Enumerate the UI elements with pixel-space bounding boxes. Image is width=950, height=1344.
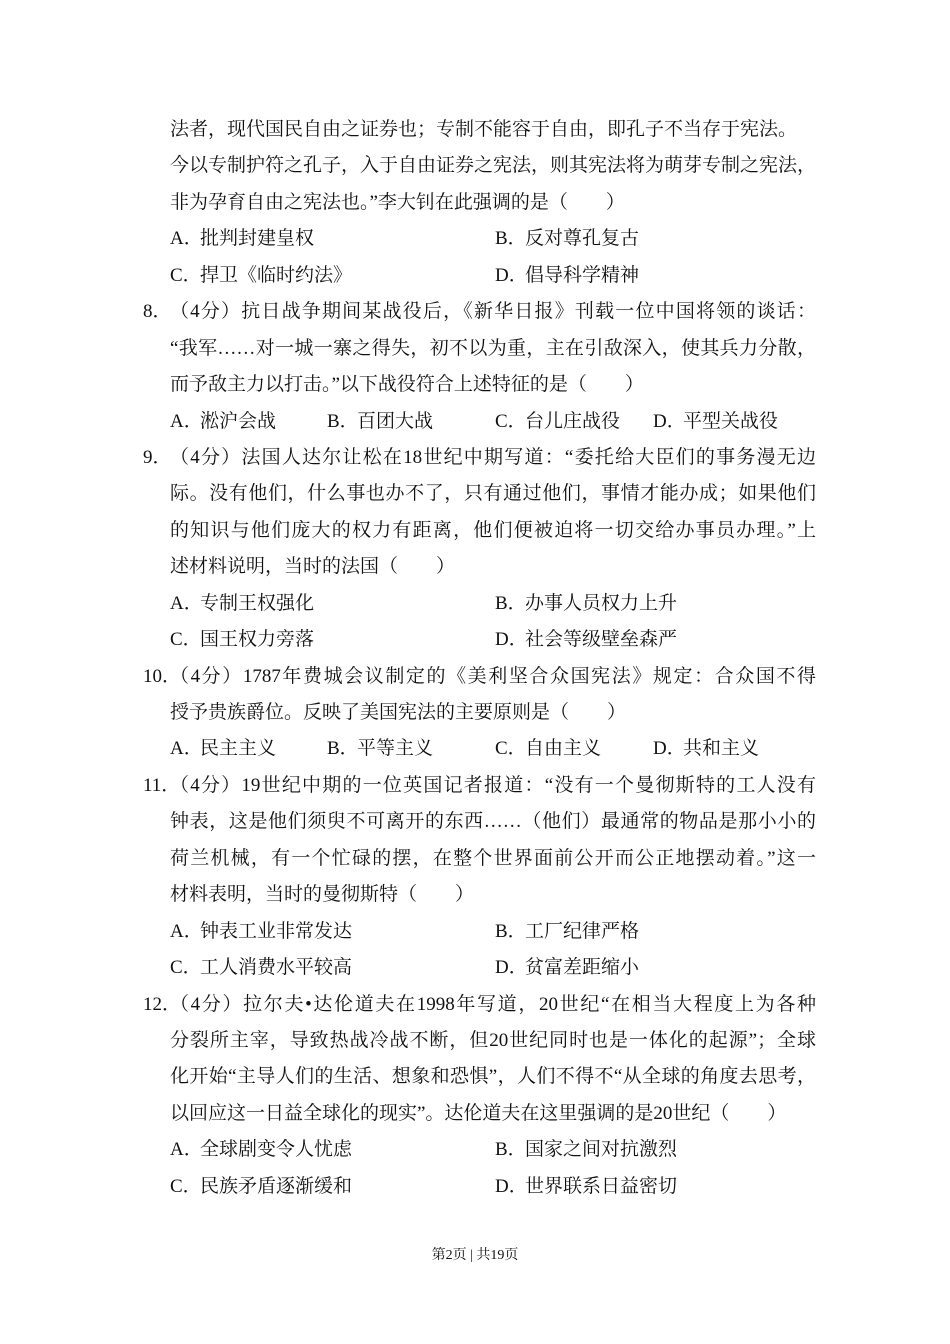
text-line: [0, 1096, 950, 1132]
option-letter: D．: [495, 264, 528, 286]
option-text: 反对尊孔复古: [525, 228, 640, 250]
answer-option: [495, 258, 639, 294]
option-letter: A．: [170, 592, 203, 614]
answer-option: [327, 404, 433, 440]
question-text: （4分）抗日战争期间某战役后，《新华日报》刊载一位中国将领的谈话：: [170, 301, 816, 323]
answer-option: [170, 731, 276, 767]
document-page: [0, 112, 950, 1205]
text-line: [0, 294, 950, 330]
question-text: 材料表明，当时的曼彻斯特（ ）: [170, 884, 475, 906]
answer-option: [170, 586, 314, 622]
answer-option: [495, 950, 639, 986]
option-letter: C．: [495, 738, 527, 760]
question-text: （4分）法国人达尔让松在18世纪中期写道：“委托给大臣们的事务漫无边: [170, 446, 816, 468]
answer-option: [495, 1132, 677, 1168]
answer-option: [495, 586, 677, 622]
option-text: 共和主义: [683, 738, 760, 760]
option-text: 钟表工业非常发达: [200, 920, 353, 942]
answer-option: [495, 731, 601, 767]
question-number: 9．: [143, 446, 172, 468]
options-row: [0, 914, 950, 950]
option-text: 捍卫《临时约法》: [200, 264, 353, 286]
question-text: 授予贵族爵位。反映了美国宪法的主要原则是（ ）: [170, 702, 627, 723]
option-letter: B．: [495, 228, 527, 250]
option-letter: C．: [170, 1175, 202, 1197]
options-row: [0, 586, 950, 622]
text-line: [0, 367, 950, 403]
question-text: 钟表，这是他们须臾不可离开的东西……（他们）最通常的物品是那小小的: [170, 811, 816, 833]
option-text: 民主主义: [200, 738, 277, 760]
option-text: 国王权力旁落: [200, 629, 315, 651]
answer-option: [495, 221, 639, 257]
text-line: [0, 659, 950, 695]
text-line: [0, 841, 950, 877]
option-text: 专制王权强化: [200, 592, 315, 614]
question-number: 12．: [143, 993, 182, 1015]
option-text: 社会等级壁垒森严: [525, 629, 678, 651]
option-letter: D．: [495, 629, 528, 651]
question-text: 述材料说明，当时的法国（ ）: [170, 556, 456, 578]
options-row: [0, 404, 950, 440]
question-text: “我军……对一城一寨之得失，初不以为重，主在引敌深入，使其兵力分散，: [170, 337, 816, 359]
answer-option: [170, 914, 352, 950]
option-text: 全球剧变令人忧虑: [200, 1139, 353, 1161]
answer-option: [170, 221, 314, 257]
question-text: 的知识与他们庞大的权力有距离，他们便被迫将一切交给办事员办理。”上: [170, 519, 816, 541]
text-line: [0, 768, 950, 804]
option-letter: B．: [495, 920, 527, 942]
option-letter: B．: [495, 1139, 527, 1161]
text-line: [0, 1059, 950, 1095]
answer-option: [170, 622, 314, 658]
option-text: 国家之间对抗激烈: [525, 1139, 678, 1161]
option-text: 平等主义: [357, 738, 434, 760]
answer-option: [495, 914, 639, 950]
option-text: 平型关战役: [683, 410, 779, 432]
text-line: [0, 1023, 950, 1059]
option-text: 自由主义: [525, 738, 602, 760]
option-letter: A．: [170, 410, 203, 432]
option-letter: A．: [170, 228, 203, 250]
options-row: [0, 1169, 950, 1205]
text-line: [0, 476, 950, 512]
answer-option: [495, 404, 620, 440]
options-row: [0, 622, 950, 658]
option-letter: C．: [170, 957, 202, 979]
text-line: [0, 513, 950, 549]
options-row: [0, 1132, 950, 1168]
option-text: 贫富差距缩小: [525, 957, 640, 979]
option-text: 工厂纪律严格: [525, 920, 640, 942]
question-number: 8．: [143, 301, 172, 323]
option-text: 台儿庄战役: [525, 410, 621, 432]
question-text: 而予敌主力以打击。”以下战役符合上述特征的是（ ）: [170, 374, 644, 396]
option-text: 倡导科学精神: [525, 264, 640, 286]
question-text: 法者，现代国民自由之证券也；专制不能容于自由，即孔子不当存于宪法。: [170, 119, 798, 140]
text-line: [0, 440, 950, 476]
answer-option: [653, 731, 759, 767]
question-text: 化开始“主导人们的生活、想象和恐惧”，人们不得不“从全球的角度去思考，: [170, 1066, 816, 1088]
question-number: 10．: [143, 665, 182, 687]
option-letter: C．: [170, 264, 202, 286]
option-text: 世界联系日益密切: [525, 1175, 678, 1197]
option-letter: D．: [495, 1175, 528, 1197]
option-text: 淞沪会战: [200, 410, 277, 432]
option-letter: D．: [653, 738, 686, 760]
question-text: 今以专制护符之孔子，入于自由证券之宪法，则其宪法将为萌芽专制之宪法，: [170, 155, 817, 177]
option-text: 办事人员权力上升: [525, 592, 678, 614]
options-row: [0, 258, 950, 294]
question-text: （4分）1787年费城会议制定的《美利坚合众国宪法》规定：合众国不得: [170, 665, 816, 687]
option-letter: A．: [170, 920, 203, 942]
answer-option: [170, 1132, 352, 1168]
option-letter: A．: [170, 1139, 203, 1161]
question-number: 11．: [143, 774, 181, 796]
option-letter: C．: [170, 629, 202, 651]
answer-option: [170, 950, 352, 986]
text-line: [0, 185, 950, 221]
option-letter: C．: [495, 410, 527, 432]
text-line: [0, 331, 950, 367]
question-text: 非为孕育自由之宪法也。”李大钊在此强调的是（ ）: [170, 191, 625, 213]
text-line: [0, 148, 950, 184]
answer-option: [495, 622, 677, 658]
text-line: [0, 695, 950, 731]
option-text: 百团大战: [357, 410, 434, 432]
options-row: [0, 950, 950, 986]
option-text: 工人消费水平较高: [200, 957, 353, 979]
text-line: [0, 804, 950, 840]
option-letter: A．: [170, 738, 203, 760]
options-row: [0, 221, 950, 257]
option-letter: D．: [495, 957, 528, 979]
question-text: 分裂所主宰，导致热战冷战不断，但20世纪同时也是一体化的起源”；全球: [170, 1029, 816, 1051]
question-text: 荷兰机械，有一个忙碌的摆，在整个世界面前公开而公正地摆动着。”这一: [170, 847, 816, 869]
option-text: 批判封建皇权: [200, 228, 315, 250]
answer-option: [327, 731, 433, 767]
question-text: （4分）19世纪中期的一位英国记者报道：“没有一个曼彻斯特的工人没有: [170, 774, 816, 796]
question-text: 际。没有他们，什么事也办不了，只有通过他们，事情才能办成；如果他们: [170, 483, 816, 505]
text-line: [0, 987, 950, 1023]
option-text: 民族矛盾逐渐缓和: [200, 1175, 353, 1197]
answer-option: [170, 404, 276, 440]
text-line: [0, 112, 950, 148]
page-footer: 第2页 | 共19页: [431, 1248, 519, 1263]
option-letter: D．: [653, 410, 686, 432]
answer-option: [653, 404, 778, 440]
option-letter: B．: [495, 592, 527, 614]
options-row: [0, 731, 950, 767]
option-letter: B．: [327, 410, 359, 432]
question-text: 以回应这一日益全球化的现实”。达伦道夫在这里强调的是20世纪（ ）: [170, 1102, 787, 1124]
text-line: [0, 877, 950, 913]
text-line: [0, 549, 950, 585]
answer-option: [170, 258, 352, 294]
answer-option: [170, 1169, 352, 1205]
option-letter: B．: [327, 738, 359, 760]
answer-option: [495, 1169, 677, 1205]
question-text: （4分）拉尔夫•达伦道夫在1998年写道，20世纪“在相当大程度上为各种: [170, 993, 816, 1015]
